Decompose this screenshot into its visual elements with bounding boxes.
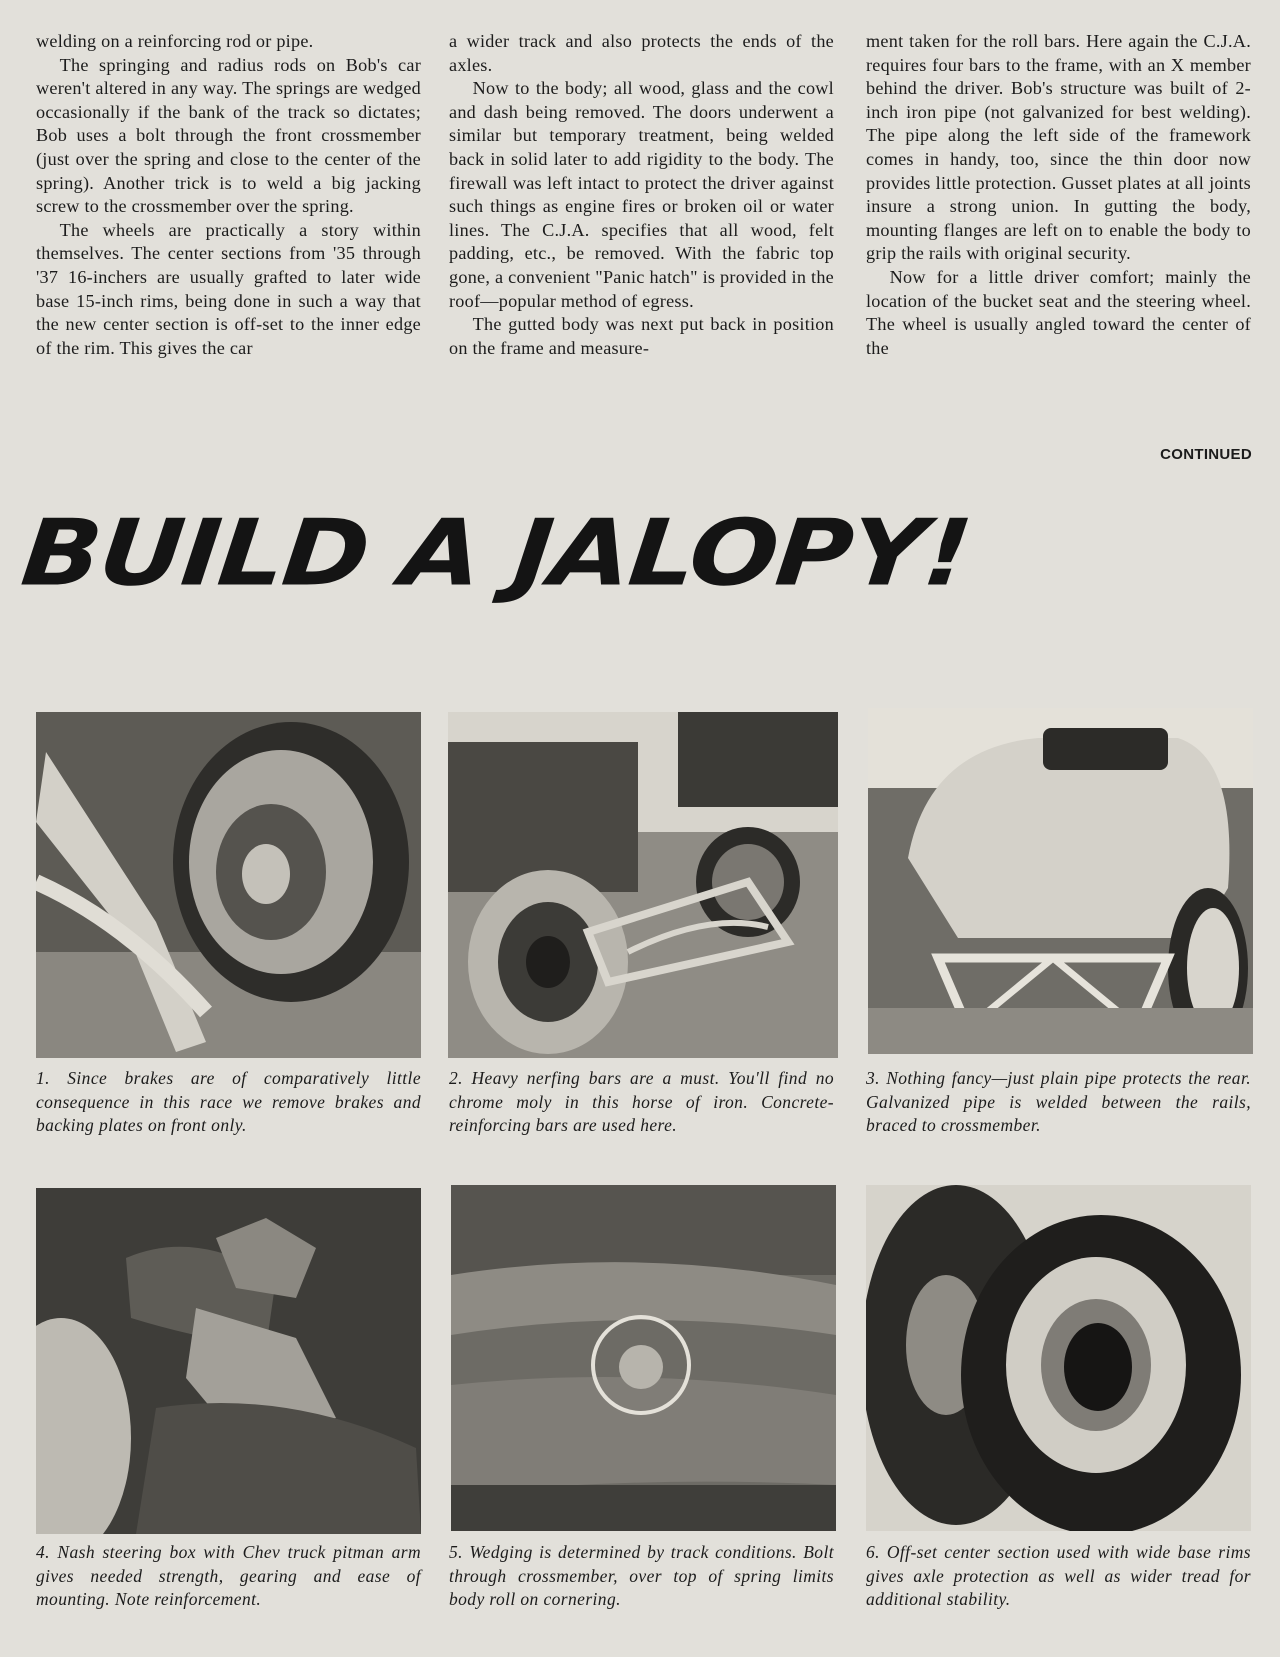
article-column-3: [866, 30, 1251, 360]
paragraph: a wider track and also protects the ends of the axles.: [449, 31, 834, 75]
paragraph: The springing and radius rods on Bob's car weren't altered in any way. The springs are wedged occasionally if the bank of the track so dictates; Bob uses a bolt through the front crossmember (just over the spring and close to the center of the spring). Another trick is to weld a big jacking screw to the crossmember over the spring.: [36, 54, 421, 217]
photo-3-rear-pipe: [868, 708, 1253, 1054]
photo-2-caption: 2. Heavy nerfing bars are a must. You'll find no chrome moly in this horse of iron. Concrete-reinforcing bars are used here.: [449, 1068, 834, 1135]
paragraph: welding on a reinforcing rod or pipe.: [36, 31, 314, 51]
photo-4-steering-box: [36, 1188, 421, 1534]
photo-1-front-wheel: [36, 712, 421, 1058]
photo-5-wedging-bolt: [451, 1185, 836, 1531]
paragraph: Now to the body; all wood, glass and the cowl and dash being removed. The doors underwent a similar but temporary treatment, being welded back in solid later to add rigidity to the body. The firewall was left intact to protect the driver against such things as engine fires or broken oil or water lines. The C.J.A. specifies that all wood, felt padding, etc., be removed. With the fabric top gone, a convenient "Panic hatch" is provided in the roof—popular method of egress.: [449, 78, 834, 311]
headline: BUILD A JALOPY!: [16, 499, 976, 607]
photo-1-caption: 1. Since brakes are of comparatively little consequence in this race we remove brakes and backing plates on front only.: [36, 1068, 421, 1135]
article-column-2: [449, 30, 834, 360]
paragraph: ment taken for the roll bars. Here again the C.J.A. requires four bars to the frame, with an X member behind the driver. Bob's structure was built of 2-inch iron pipe (not galvanized for best welding). The pipe along the left side of the framework comes in handy, too, since the thin door now provides little protection. Gusset plates at all joints insure a strong union. In gutting the body, mounting flanges are left on to enable the body to grip the rails with original security.: [866, 31, 1251, 264]
photo-2-chassis: [448, 712, 838, 1058]
photo-6-caption: 6. Off-set center section used with wide base rims gives axle protection as well as wider tread for additional stability.: [866, 1542, 1251, 1609]
article-column-1: [36, 30, 421, 360]
continued-label: CONTINUED: [1160, 446, 1252, 463]
paragraph: The gutted body was next put back in position on the frame and measure-: [449, 314, 834, 358]
photo-5-caption: 5. Wedging is determined by track conditions. Bolt through crossmember, over top of spring limits body roll on cornering.: [449, 1542, 834, 1609]
photo-3-caption: 3. Nothing fancy—just plain pipe protects the rear. Galvanized pipe is welded between the rails, braced to crossmember.: [866, 1068, 1251, 1135]
photo-6-offset-wheels: [866, 1185, 1251, 1531]
paragraph: The wheels are practically a story within themselves. The center sections from '35 through '37 16-inchers are usually grafted to later wide base 15-inch rims, being done in such a way that the new center section is off-set to the inner edge of the rim. This gives the car: [36, 219, 421, 358]
paragraph: Now for a little driver comfort; mainly the location of the bucket seat and the steering wheel. The wheel is usually angled toward the center of the: [866, 266, 1251, 358]
photo-4-caption: 4. Nash steering box with Chev truck pitman arm gives needed strength, gearing and ease of mounting. Note reinforcement.: [36, 1542, 421, 1609]
